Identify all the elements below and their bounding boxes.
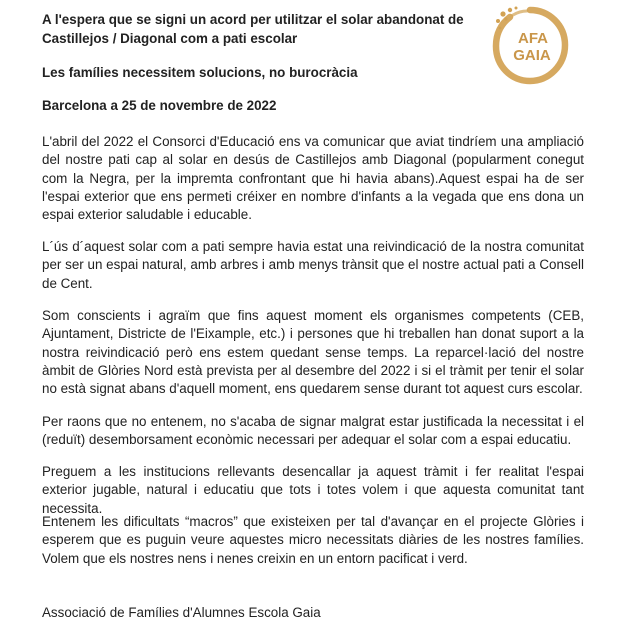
logo-text-afa: AFA xyxy=(518,30,548,47)
paragraph-4: Per raons que no entenem, no s'acaba de signar malgrat estar justificada la necessitat i el (reduït) desemborsament econòmic necessari per adequar el solar com a espai educatiu. xyxy=(42,414,584,448)
paragraph-3: Som conscients i agraïm que fins aquest moment els organismes competents (CEB, Ajuntament, Districte de l'Eixample, etc.) i persones que hi treballen han donat suport a la nostra reivindicació però ens estem quedant sense temps. La reparcel·lació del nostre àmbit de Glòries Nord està prevista per al desembre del 2022 i si el tràmit per tenir el solar no està signat abans d'aquell moment, ens quedarem sense durant tot aquest curs escolar. xyxy=(42,308,584,397)
document-subtitle: Les famílies necessitem solucions, no burocràcia xyxy=(42,65,358,80)
paragraph-2: L´ús d´aquest solar com a pati sempre havia estat una reivindicació de la nostra comunitat per ser un espai natural, amb arbres i amb menys trànsit que el nostre actual pati a Consell de Cent. xyxy=(42,239,584,291)
dateline: Barcelona a 25 de novembre de 2022 xyxy=(42,98,277,113)
logo-text-gaia: GAIA xyxy=(513,47,551,64)
paragraph-5: Preguem a les institucions rellevants desencallar ja aquest tràmit i fer realitat l'espai exterior jugable, natural i educatiu que tots i totes volem i que aquesta comunitat tant necessita. xyxy=(42,464,584,516)
afa-gaia-logo-icon xyxy=(489,4,571,86)
signature: Associació de Famílies d'Alumnes Escola Gaia xyxy=(42,605,321,620)
document-title: A l'espera que se signi un acord per utilitzar el solar abandonat de Castillejos / Diagonal com a pati escolar xyxy=(42,12,464,46)
paragraph-1: L'abril del 2022 el Consorci d'Educació ens va comunicar que aviat tindríem una ampliació del nostre pati cap al solar en desús de Castillejos amb Diagonal (popularment conegut com la Negra, per la impremta confrontant que hi havia abans).Aquest espai ha de ser l'espai exterior que ens permeti créixer en nombre d'infants a la vegada que ens dona un espai exterior saludable i educable. xyxy=(42,134,584,223)
paragraph-6: Entenem les dificultats “macros” que existeixen per tal d'avançar en el projecte Glòries i esperem que es puguin veure aquestes micro necessitats diàries de les nostres famílies. Volem que els nostres nens i nenes creixin en un entorn pacificat i verd. xyxy=(42,514,584,566)
